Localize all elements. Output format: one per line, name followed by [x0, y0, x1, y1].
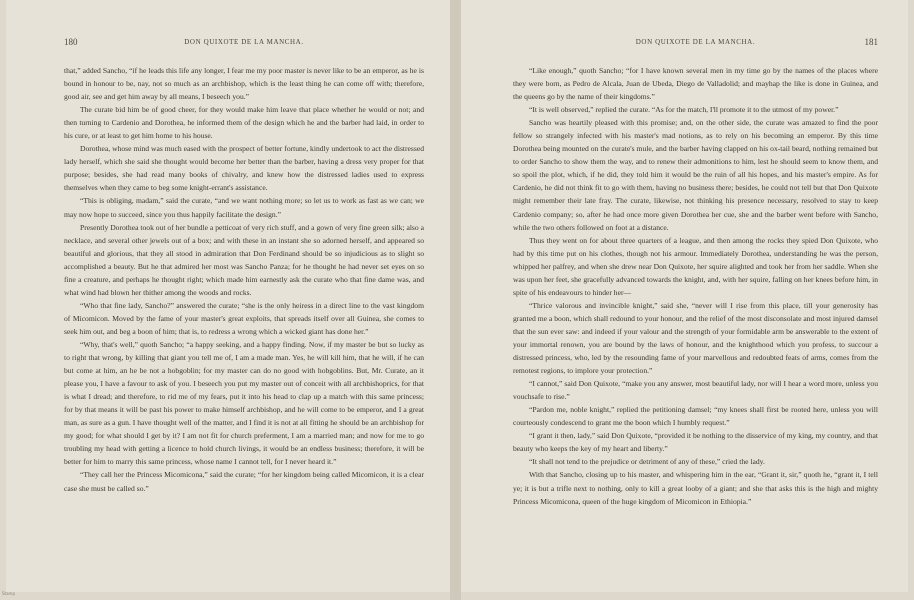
body-text-right [513, 64, 878, 508]
paragraph: Presently Dorothea took out of her bundle a petticoat of very rich stuff, and a gown of very fine green silk; also a necklace, and several other jewels out of a box; and with these in an instant she so adorned herself, and appeared so beautiful and glorious, that they all stood in admiration that Don Ferdinand should be so injudicious as to slight so accomplished a beauty. But he that admired her most was Sancho Panza; for he thought he had never set eyes on so fine a creature, and perhaps he thought right; which made him earnestly ask the curate who that fine dame was, and what wind had blown her thither among the woods and rocks. [64, 222, 424, 297]
paragraph: Dorothea, whose mind was much eased with the prospect of better fortune, kindly undertook to act the distressed lady herself, which she said she thought would become her better than the barber, having a dress very proper for that purpose; besides, she had read many books of chivalry, and knew how the distressed ladies used to express themselves when they came to beg some knight-errant's assistance. [64, 144, 424, 193]
page-number-left: 180 [64, 37, 78, 47]
paragraph: The curate bid him be of good cheer, for they would make him leave that place whether he would or not; and then turning to Cardenio and Dorothea, he informed them of the design which he and the barber had laid, in order to his cure, or at least to get him home to his house. [64, 105, 424, 141]
paragraph: Sancho was heartily pleased with this promise; and, on the other side, the curate was amazed to find the poor fellow so strangely infected with his master's mad notions, as to rely on his becoming an emperor. By this time Dorothea being mounted on the curate's mule, and the barber having clapped on his ox-tail beard, nothing remained but to order Sancho to show them the way, and to renew their admonitions to him, lest he should seem to know them, and so spoil the plot, which, if he did, they told him it would be the ruin of all his hopes, and his master's empire. As for Cardenio, he did not think fit to go with them, having no business there; besides, he could not tell but that Don Quixote might remember their late fray. The curate, likewise, not thinking his presence necessary, resolved to stay to keep Cardenio company; so, after he had once more given Dorothea her cue, she and the barber went before with Sancho, while the two others followed on foot at a distance. [513, 118, 878, 232]
paragraph: “It is well observed,” replied the curate. “As for the match, I'll promote it to the utmost of my power.” [529, 105, 839, 115]
paragraph: “This is obliging, madam,” said the curate, “and we want nothing more; so let us to work as fast as we can; we may now hope to succeed, since you thus happily facilitate the design.” [64, 196, 424, 219]
right-page [461, 0, 908, 592]
body-text-left [64, 64, 424, 495]
running-head-title-right: DON QUIXOTE DE LA MANCHA. [635, 38, 756, 46]
paragraph: “Thrice valorous and invincible knight,” said she, “never will I rise from this place, till your generosity has granted me a boon, which shall redound to your honour, and the relief of the most disconsolate and most injured damsel that the sun ever saw: and indeed if your valour and the strength of your formidable arm be answerable to the extent of your immortal renown, you are bound by the laws of honour, and the knighthood which you profess, to succour a distressed princess, who, led by the resounding fame of your marvellous and redoubted feats of arms, comes from the remotest regions, to implore your protection.” [513, 300, 878, 376]
running-head-title-left: DON QUIXOTE DE LA MANCHA. [184, 38, 304, 46]
page-gutter [450, 0, 461, 600]
archive-stamp: Stamp [2, 591, 15, 596]
paragraph: “They call her the Princess Micomicona,” said the curate; “for her kingdom being called Micomicon, it is a clear case she must be called so.” [64, 470, 424, 493]
paragraph: “Who that fine lady, Sancho?” answered the curate; “she is the only heiress in a direct line to the vast kingdom of Micomicon. Moved by the fame of your master's great exploits, that spreads itself over all Guinea, she comes to seek him out, and beg a boon of him; that is, to redress a wrong which a wicked giant has done her.” [64, 300, 424, 336]
paragraph: “Like enough,” quoth Sancho; “for I have known several men in my time go by the names of the places where they were born, as Pedro de Alcala, Juan de Ubeda, Diego de Valladolid; and mayhap the like is done in Guinea, and the queens go by the name of their kingdoms.” [513, 66, 878, 102]
paragraph: Thus they went on for about three quarters of a league, and then among the rocks they spied Don Quixote, who had by this time put on his clothes, though not his armour. Immediately Dorothea, understanding he was the person, whipped her palfrey, and when she drew near Don Quixote, her squire alighted and took her from her saddle. When she was upon her feet, she gracefully advanced towards the knight, and, with her squire, falling on her knees before him, in spite of his endeavours to hinder her— [513, 235, 878, 297]
paragraph: “I cannot,” said Don Quixote, “make you any answer, most beautiful lady, nor will I hear a word more, unless you vouchsafe to rise.” [513, 379, 878, 402]
paragraph: “I grant it then, lady,” said Don Quixote, “provided it be nothing to the disservice of my king, my country, and that beauty who keeps the key of my heart and liberty.” [513, 431, 878, 454]
page-number-right: 181 [864, 37, 878, 47]
running-head-left [64, 38, 424, 52]
paragraph: “Pardon me, noble knight,” replied the petitioning damsel; “my knees shall first be rooted here, unless you will courteously condescend to grant me the boon which I humbly request.” [513, 405, 878, 428]
left-page [6, 0, 450, 592]
running-head-right [513, 38, 878, 52]
paragraph: “It shall not tend to the prejudice or detriment of any of these,” cried the lady. [529, 457, 765, 467]
paragraph: that,” added Sancho, “if he leads this life any longer, I fear me my poor master is never like to be an emperor, as he is bound in honour to be, nay, not so much as an archbishop, which is the least thing he can come off with; therefore, good air, see and get him away by all means, I beseech you.” [64, 66, 424, 102]
paragraph: “Why, that's well,” quoth Sancho; “a happy seeking, and a happy finding. Now, if my master be but so lucky as to right that wrong, by killing that giant you tell me of, I am a made man. Yes, he will kill him, that he will, if he can but come at him, an he be not a hobgoblin; for my master can do no good with hobgoblins. But, Mr. Curate, an it please you, I have a favour to ask of you. I beseech you put my master out of conceit with all archbishoprics, for that is what I dread; and therefore, to rid me of my fears, put it into his head to clap up a match with this same princess; for by that means it will be past his power to make himself archbishop, and he will come to be emperor, and I a great man, as sure as a gun. I have thought well of the matter, and I find it is not at all fitting he should be an archbishop for my good; for what should I get by it? I am not fit for church preferment, I am a married man; and now for me to go troubling my head with getting a licence to hold church livings, it would be an endless business; therefore, it will be better for him to marry this same princess, whose name I cannot tell, for I never heard it.” [64, 339, 424, 467]
paragraph: With that Sancho, closing up to his master, and whispering him in the ear, “Grant it, sir,” quoth he, “grant it, I tell ye; it is but a trifle next to nothing, only to kill a great looby of a giant; and she that asks this is the high and mighty Princess Micomicona, queen of the huge kingdom of Micomicon in Ethiopia.” [513, 470, 878, 506]
